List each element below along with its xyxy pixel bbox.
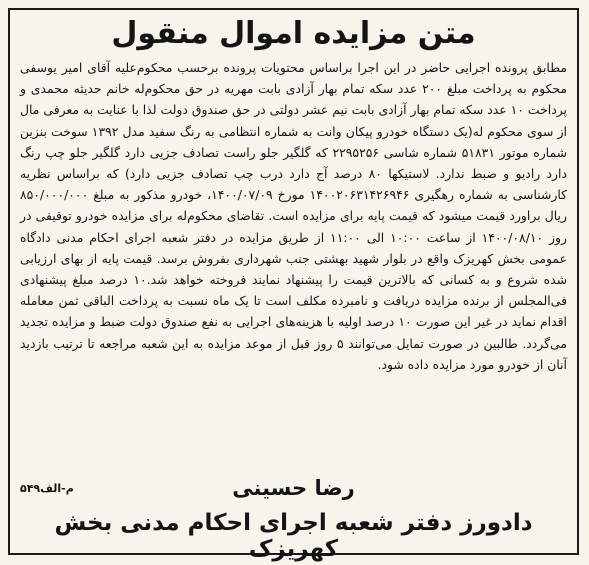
- signer-office: دادورز دفتر شعبه اجرای احکام مدنی بخش کهریزک: [54, 510, 533, 562]
- auction-notice: [8, 8, 579, 562]
- signer-name: رضا حسینی: [232, 476, 355, 500]
- notice-body: مطابق پرونده اجرایی حاضر در این اجرا براساس محتویات پرونده برحسب محکوم‌علیه آقای امیر یوسفی محکوم به پرداخت مبلغ ۲۰۰ عدد سکه تمام بهار آزادی بابت مهریه در حق محکوم‌له خانم حدیثه محمدی و پرداخت ۱۰ عدد سکه تمام بهار آزادی بابت نیم عشر دولتی در حق صندوق دولت لذا با عنایت به معرفی مال از سوی محکوم له(یک دستگاه خودرو پیکان وانت به شماره انتظامی به رنگ سفید مدل ۱۳۹۲ سوخت بنزین شماره موتور ۵۱۸۳۱ شماره شاسی ۲۲۹۵۲۵۶ که گلگیر جلو راست تصادف جزیی دارد گلگیر جلو چپ رنگ دارد رادیو و ضبط ندارد. لاستیکها ۸۰ درصد آج دارد درب چپ تصادف جزیی دارد) که براساس نظریه کارشناسی به شماره رهگیری ۱۴۰۰۲۰۶۳۱۴۲۶۹۴۶ مورخ ۱۴۰۰/۰۷/۰۹، خودرو مذکور به مبلغ ۸۵۰/۰۰۰/۰۰۰ ریال براورد قیمت میشود که قیمت پایه برای مزایده است. تقاضای محکوم‌له برای مزایده خودرو توقیفی در روز ۱۴۰۰/۰۸/۱۰ از ساعت ۱۰:۰۰ الی ۱۱:۰۰ از طریق مزایده در دفتر شعبه اجرای احکام مدنی دادگاه عمومی بخش کهریزک واقع در بلوار شهید بهشتی جنب شهرداری بفروش برسد. قیمت پایه از بهای ارزیابی شده شروع و به کسانی که بالاترین قیمت را پیشنهاد نمایند فروخته خواهد شد.۱۰ درصد مبلغ پیشنهادی فی‌المجلس از برنده مزایده دریافت و نامبرده مکلف است تا یک ماه نسبت به پرداخت الباقی ثمن معامله اقدام نماید در غیر این صورت ۱۰ درصد اولیه با هزینه‌های اجرایی به نفع صندوق دولت ضبط و مزایده تجدید می‌گردد. طالبین در صورت تمایل می‌توانند ۵ روز قبل از موعد مزایده به این شعبه مراجعه تا ترتیب بازدید آنان از خودرو مورد مزایده داده شود.: [20, 60, 568, 372]
- notice-reference-code: م-الف۵۴۹: [20, 482, 74, 495]
- notice-title: متن مزایده اموال منقول: [111, 16, 476, 51]
